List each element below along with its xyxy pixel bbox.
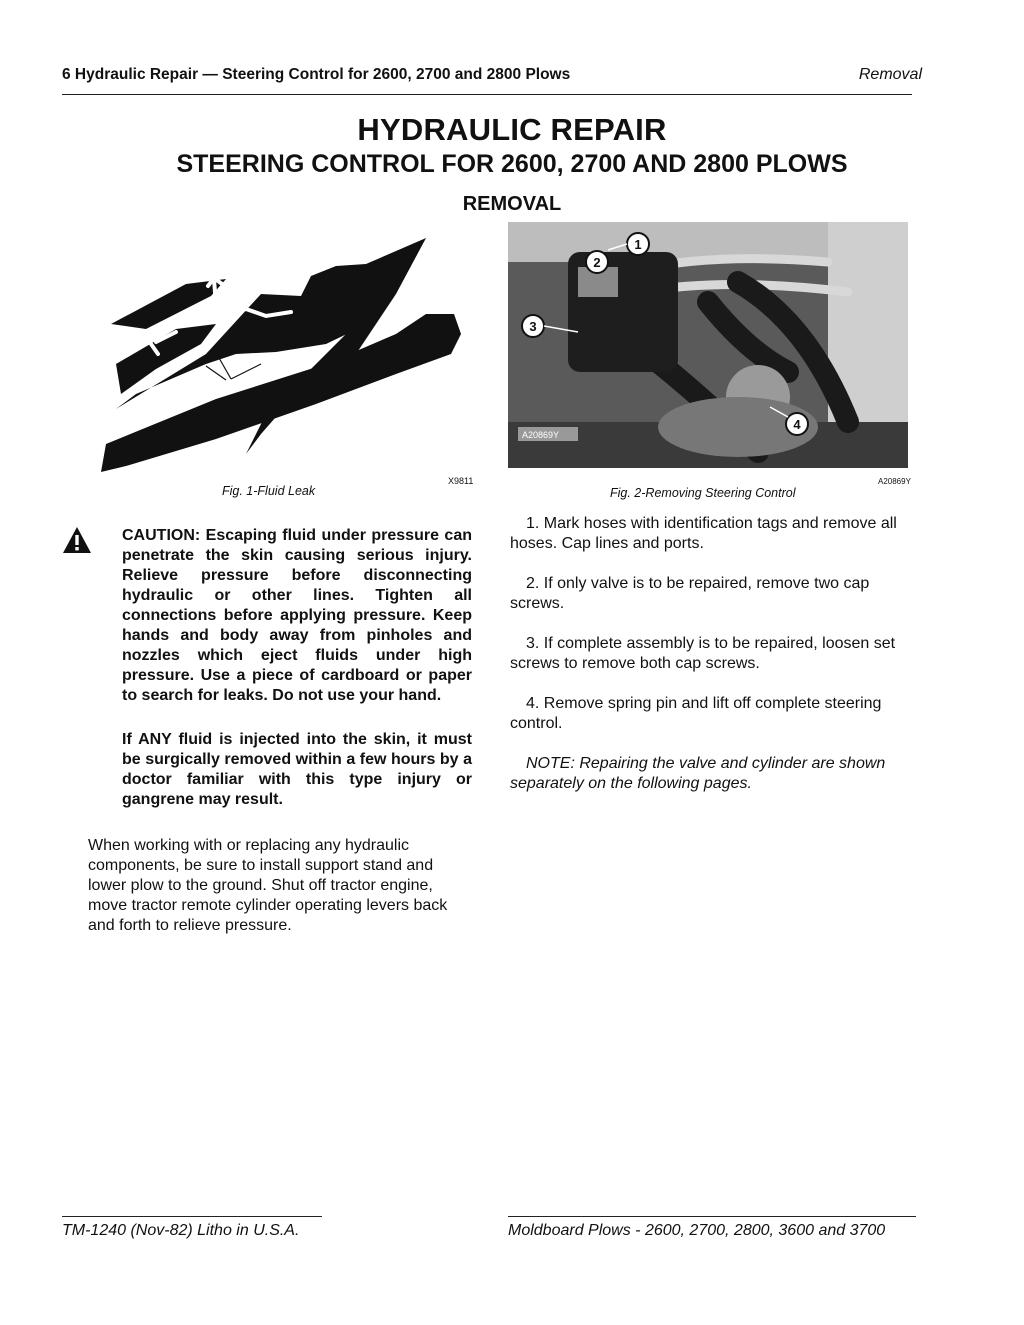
injection-warning: If ANY fluid is injected into the skin, it must be surgically removed within a few hours by a doctor familiar with this type injury or gangrene may result. — [122, 731, 472, 808]
figure-code: A20869Y — [878, 477, 911, 486]
step-item: 4. Remove spring pin and lift off complete steering control. — [510, 695, 882, 732]
figure-caption: Fig. 2-Removing Steering Control — [610, 486, 796, 500]
running-header: 6 Hydraulic Repair — Steering Control for 2600, 2700 and 2800 Plows — [62, 66, 571, 83]
footer-divider — [508, 1216, 916, 1217]
section-heading: REMOVAL — [462, 193, 562, 215]
fluid-leak-illustration — [96, 234, 466, 472]
section-label: Removal — [858, 66, 922, 83]
footer-publication: TM-1240 (Nov-82) Litho in U.S.A. — [62, 1222, 300, 1239]
step-item: 2. If only valve is to be repaired, remove two cap screws. — [510, 575, 870, 612]
footer-divider — [62, 1216, 322, 1217]
figure-caption: Fig. 1-Fluid Leak — [222, 484, 316, 498]
page-title: HYDRAULIC REPAIR — [357, 112, 667, 147]
step-item: 1. Mark hoses with identification tags and remove all hoses. Cap lines and ports. — [510, 515, 897, 552]
footer-product-line: Moldboard Plows - 2600, 2700, 2800, 3600 and 3700 — [508, 1222, 886, 1239]
callout-3: 3 — [529, 319, 537, 334]
caution-text: CAUTION: Escaping fluid under pressure can penetrate the skin causing serious injury. Relieve pressure before disconnecting hydraulic or other lines. Tighten all connections before applying pressure. Keep hands and body away from pinholes and nozzles which eject fluids under high pressure. Use a piece of cardboard or paper to search for leaks. Do not use your hand. — [122, 527, 472, 704]
step-item: 3. If complete assembly is to be repaired, loosen set screws to remove both cap screws. — [510, 635, 896, 672]
page-subtitle: STEERING CONTROL FOR 2600, 2700 AND 2800 PLOWS — [176, 150, 848, 178]
callout-4: 4 — [793, 417, 801, 432]
figure-code: X9811 — [448, 476, 474, 486]
steering-control-photo — [508, 222, 908, 468]
removal-steps — [510, 514, 910, 794]
body-paragraph: When working with or replacing any hydraulic components, be sure to install support stand and lower plow to the ground. Shut off tractor engine, move tractor remote cylinder operating levers back and forth to relieve pressure. — [88, 837, 448, 934]
note-text: NOTE: Repairing the valve and cylinder are shown separately on the following pages. — [510, 755, 886, 792]
photo-stamp: A20869Y — [522, 430, 560, 440]
callout-1: 1 — [634, 237, 642, 252]
header-divider — [62, 94, 912, 95]
warning-triangle-icon — [62, 526, 92, 554]
callout-2: 2 — [593, 255, 601, 270]
